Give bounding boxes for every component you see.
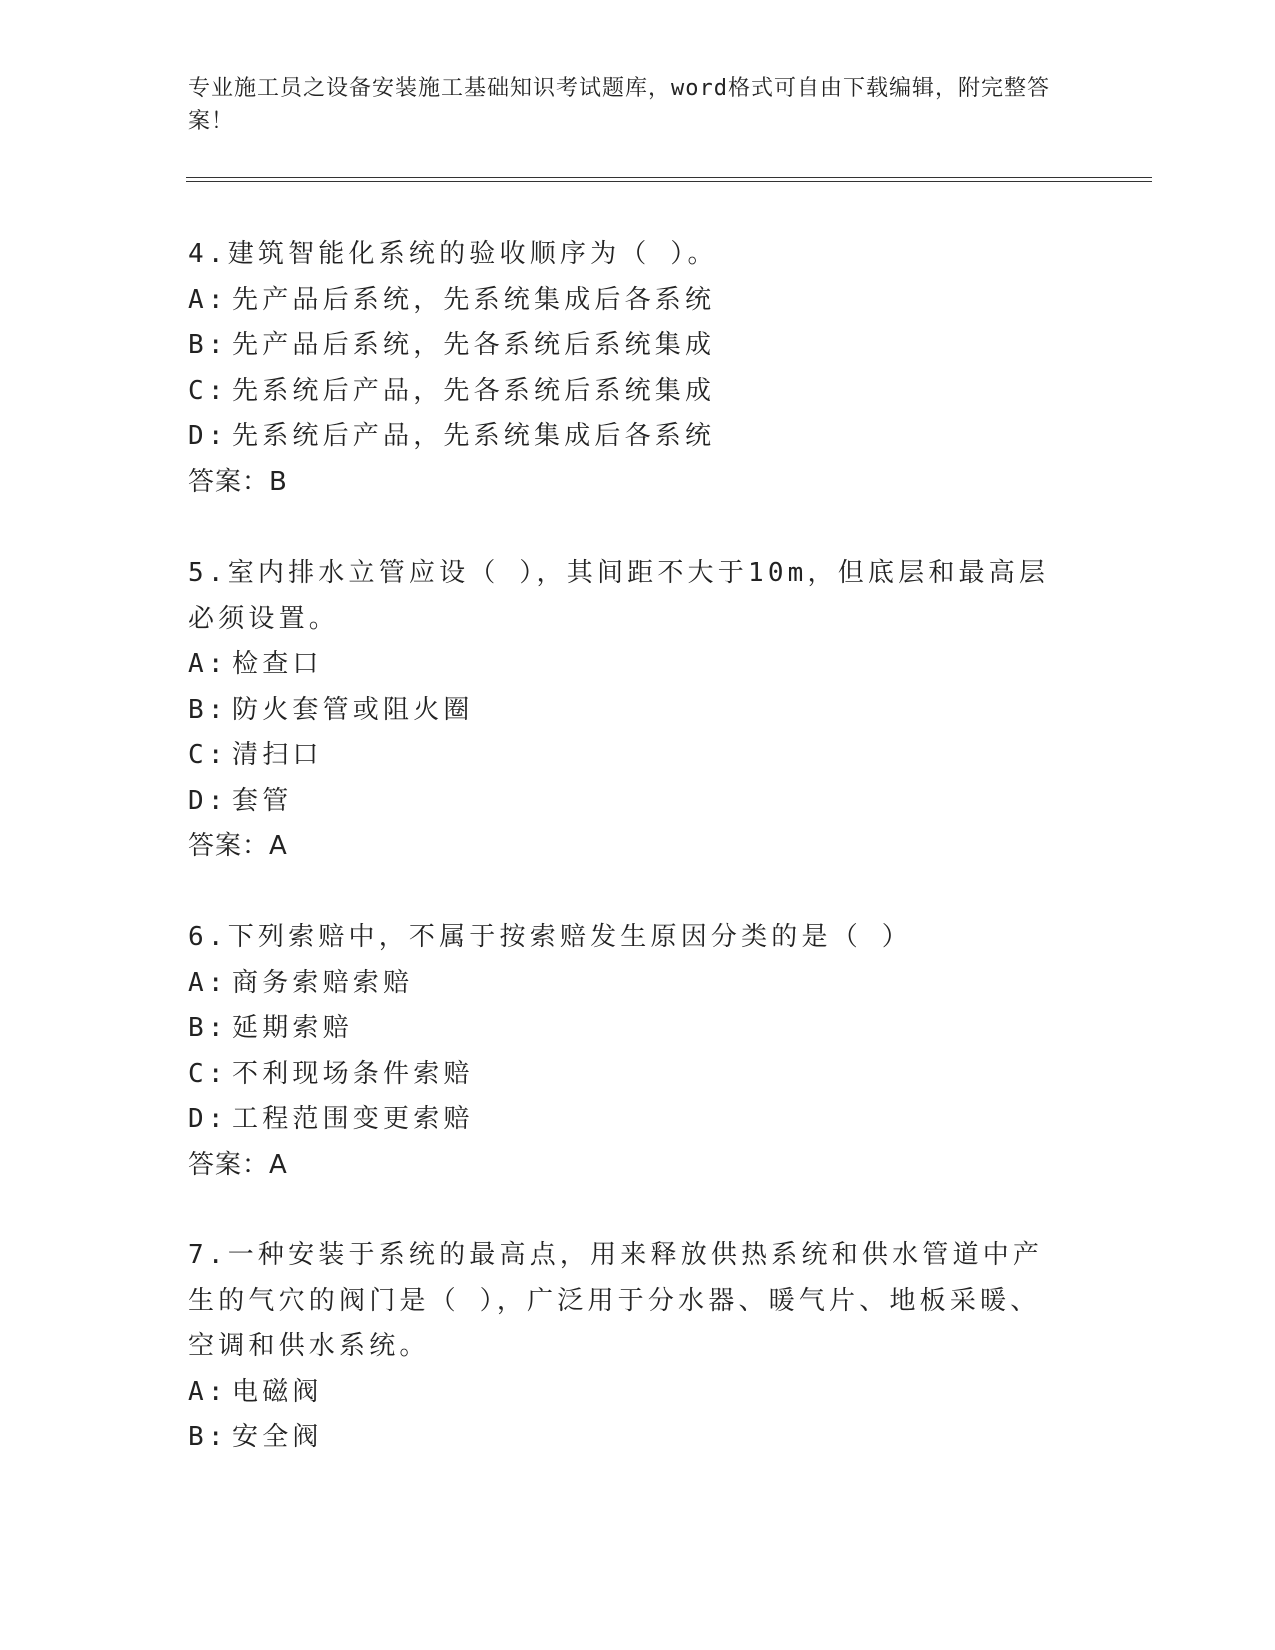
header-divider-bottom bbox=[186, 181, 1152, 182]
option-b bbox=[188, 323, 1068, 369]
option-key: A: bbox=[188, 967, 228, 998]
option-text: 检查口 bbox=[232, 649, 323, 679]
option-key: B: bbox=[188, 694, 228, 725]
option-text: 电磁阀 bbox=[232, 1376, 323, 1407]
question-7 bbox=[188, 1233, 1068, 1461]
option-key: B: bbox=[188, 1422, 228, 1452]
option-key: C: bbox=[188, 375, 228, 406]
option-b bbox=[188, 688, 1068, 734]
option-text: 先系统后产品，先系统集成后各系统 bbox=[232, 421, 716, 451]
option-key: D: bbox=[188, 421, 228, 451]
option-text: 安全阀 bbox=[232, 1422, 323, 1452]
question-4 bbox=[188, 232, 1068, 505]
answer-line: 答案：A bbox=[188, 831, 288, 861]
option-text: 延期索赔 bbox=[232, 1013, 353, 1043]
question-stem: 7.一种安装于系统的最高点，用来释放供热系统和供水管道中产生的气穴的阀门是（ ），广泛用于分水器、暖气片、地板采暖、空调和供水系统。 bbox=[188, 1240, 1044, 1361]
option-a bbox=[188, 278, 1068, 324]
option-c bbox=[188, 369, 1068, 415]
option-key: A: bbox=[188, 1376, 228, 1407]
option-text: 商务索赔索赔 bbox=[232, 967, 414, 998]
option-key: C: bbox=[188, 740, 228, 770]
option-text: 清扫口 bbox=[232, 740, 323, 770]
option-d bbox=[188, 779, 1068, 825]
option-key: A: bbox=[188, 284, 228, 315]
option-key: B: bbox=[188, 1013, 228, 1043]
option-b bbox=[188, 1006, 1068, 1052]
option-key: C: bbox=[188, 1058, 228, 1089]
option-key: B: bbox=[188, 330, 228, 360]
option-a bbox=[188, 961, 1068, 1007]
answer-line: 答案：A bbox=[188, 1149, 288, 1180]
option-c bbox=[188, 733, 1068, 779]
option-text: 先产品后系统，先各系统后系统集成 bbox=[232, 330, 716, 360]
option-text: 套管 bbox=[232, 785, 293, 816]
option-key: A: bbox=[188, 649, 228, 679]
option-b bbox=[188, 1415, 1068, 1461]
option-key: D: bbox=[188, 785, 228, 816]
question-6 bbox=[188, 915, 1068, 1188]
option-text: 防火套管或阻火圈 bbox=[232, 694, 474, 725]
option-a bbox=[188, 642, 1068, 688]
question-stem: 4.建筑智能化系统的验收顺序为（ ）。 bbox=[188, 239, 718, 269]
question-stem: 5.室内排水立管应设（ ），其间距不大于10m，但底层和最高层必须设置。 bbox=[188, 558, 1050, 634]
question-5 bbox=[188, 551, 1068, 870]
option-text: 先系统后产品，先各系统后系统集成 bbox=[232, 375, 716, 406]
option-text: 先产品后系统，先系统集成后各系统 bbox=[232, 284, 716, 315]
option-d bbox=[188, 414, 1068, 460]
option-a bbox=[188, 1370, 1068, 1416]
header-divider-top bbox=[186, 177, 1152, 178]
question-stem: 6.下列索赔中，不属于按索赔发生原因分类的是（ ） bbox=[188, 922, 912, 952]
option-key: D: bbox=[188, 1104, 228, 1134]
option-text: 工程范围变更索赔 bbox=[232, 1104, 474, 1134]
option-c bbox=[188, 1052, 1068, 1098]
document-header: 专业施工员之设备安装施工基础知识考试题库，word格式可自由下载编辑，附完整答案！ bbox=[188, 76, 1050, 134]
answer-line: 答案：B bbox=[188, 466, 288, 497]
option-d bbox=[188, 1097, 1068, 1143]
option-text: 不利现场条件索赔 bbox=[232, 1058, 474, 1089]
